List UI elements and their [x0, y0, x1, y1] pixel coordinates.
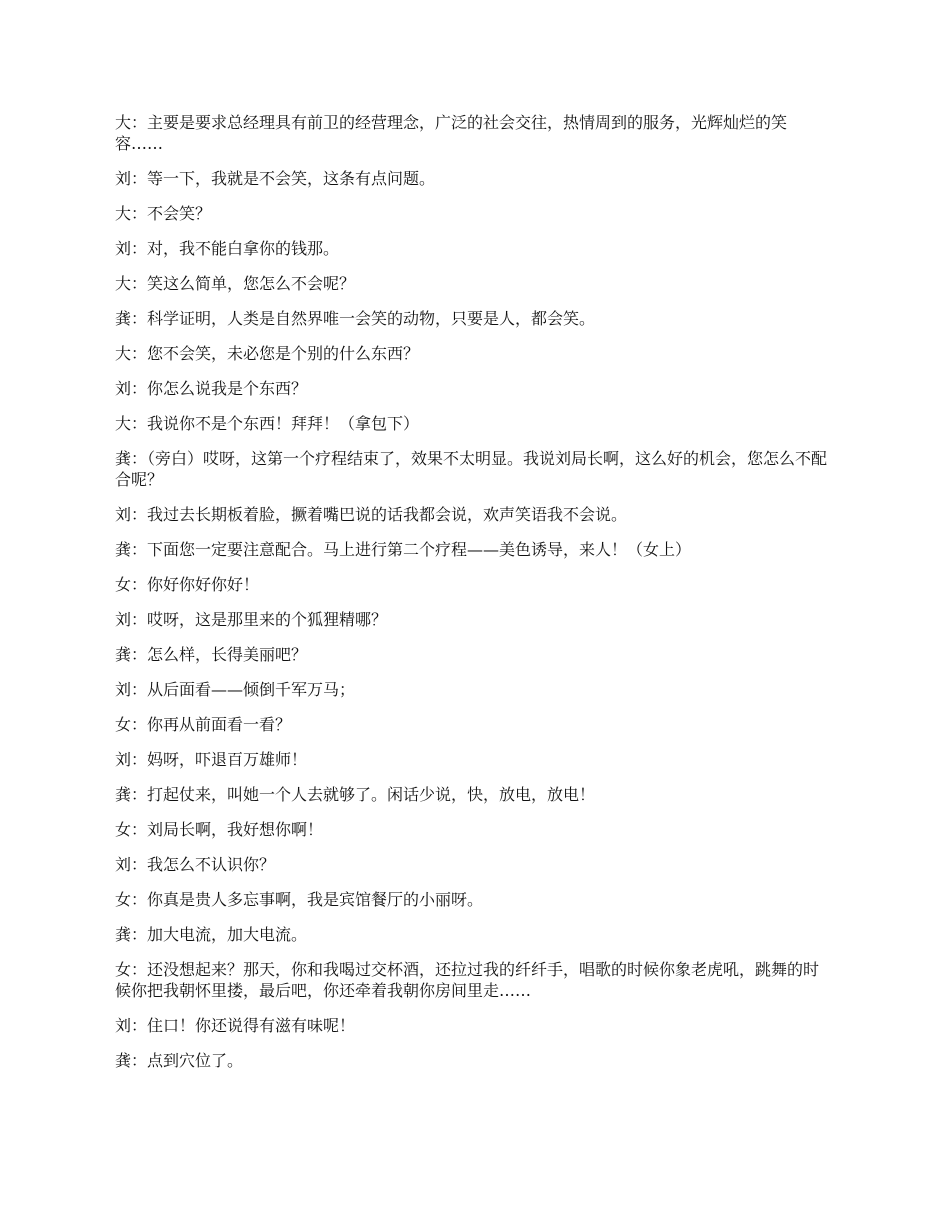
dialogue-line: 刘：你怎么说我是个东西？	[115, 379, 308, 398]
dialogue-line: 刘：我过去长期板着脸，撅着嘴巴说的话我都会说，欢声笑语我不会说。	[115, 505, 628, 524]
dialogue-line: 龚：打起仗来，叫她一个人去就够了。闲话少说，快，放电，放电！	[115, 785, 596, 804]
dialogue-line: 刘：从后面看——倾倒千军万马；	[115, 680, 356, 699]
dialogue-line: 女：刘局长啊，我好想你啊！	[115, 820, 324, 839]
dialogue-line: 女：你真是贵人多忘事啊，我是宾馆餐厅的小丽呀。	[115, 890, 484, 909]
dialogue-line: 龚：科学证明，人类是自然界唯一会笑的动物，只要是人，都会笑。	[115, 309, 596, 328]
dialogue-line: 刘：对，我不能白拿你的钱那。	[115, 239, 340, 258]
dialogue-line: 大：我说你不是个东西！拜拜！（拿包下）	[115, 414, 420, 433]
dialogue-line: 女：你再从前面看一看？	[115, 715, 292, 734]
dialogue-line: 龚：加大电流，加大电流。	[115, 925, 308, 944]
dialogue-line: 大：笑这么简单，您怎么不会呢？	[115, 274, 356, 293]
dialogue-line: 大：您不会笑，未必您是个别的什么东西？	[115, 344, 420, 363]
dialogue-script	[115, 112, 830, 1085]
dialogue-line: 女：你好你好你好！	[115, 575, 260, 594]
dialogue-line: 龚：下面您一定要注意配合。马上进行第二个疗程——美色诱导，来人！（女上）	[115, 540, 692, 559]
dialogue-line: 大：不会笑？	[115, 204, 212, 223]
dialogue-line: 龚：（旁白）哎呀，这第一个疗程结束了，效果不太明显。我说刘局长啊，这么好的机会，您怎么不配合呢？	[115, 449, 828, 489]
dialogue-line: 刘：住口！你还说得有滋有味呢！	[115, 1016, 356, 1035]
dialogue-line: 刘：等一下，我就是不会笑，这条有点问题。	[115, 169, 436, 188]
dialogue-line: 龚：怎么样，长得美丽吧？	[115, 645, 308, 664]
dialogue-line: 龚：点到穴位了。	[115, 1051, 244, 1070]
dialogue-line: 女：还没想起来？那天，你和我喝过交杯酒，还拉过我的纤纤手，唱歌的时候你象老虎吼，跳舞的时候你把我朝怀里搂，最后吧，你还牵着我朝你房间里走……	[115, 960, 820, 1000]
dialogue-line: 刘：我怎么不认识你？	[115, 855, 276, 874]
dialogue-line: 刘：哎呀，这是那里来的个狐狸精哪？	[115, 610, 388, 629]
dialogue-line: 刘：妈呀，吓退百万雄师！	[115, 750, 308, 769]
dialogue-line: 大：主要是要求总经理具有前卫的经营理念，广泛的社会交往，热情周到的服务，光辉灿烂的笑容……	[115, 113, 788, 153]
